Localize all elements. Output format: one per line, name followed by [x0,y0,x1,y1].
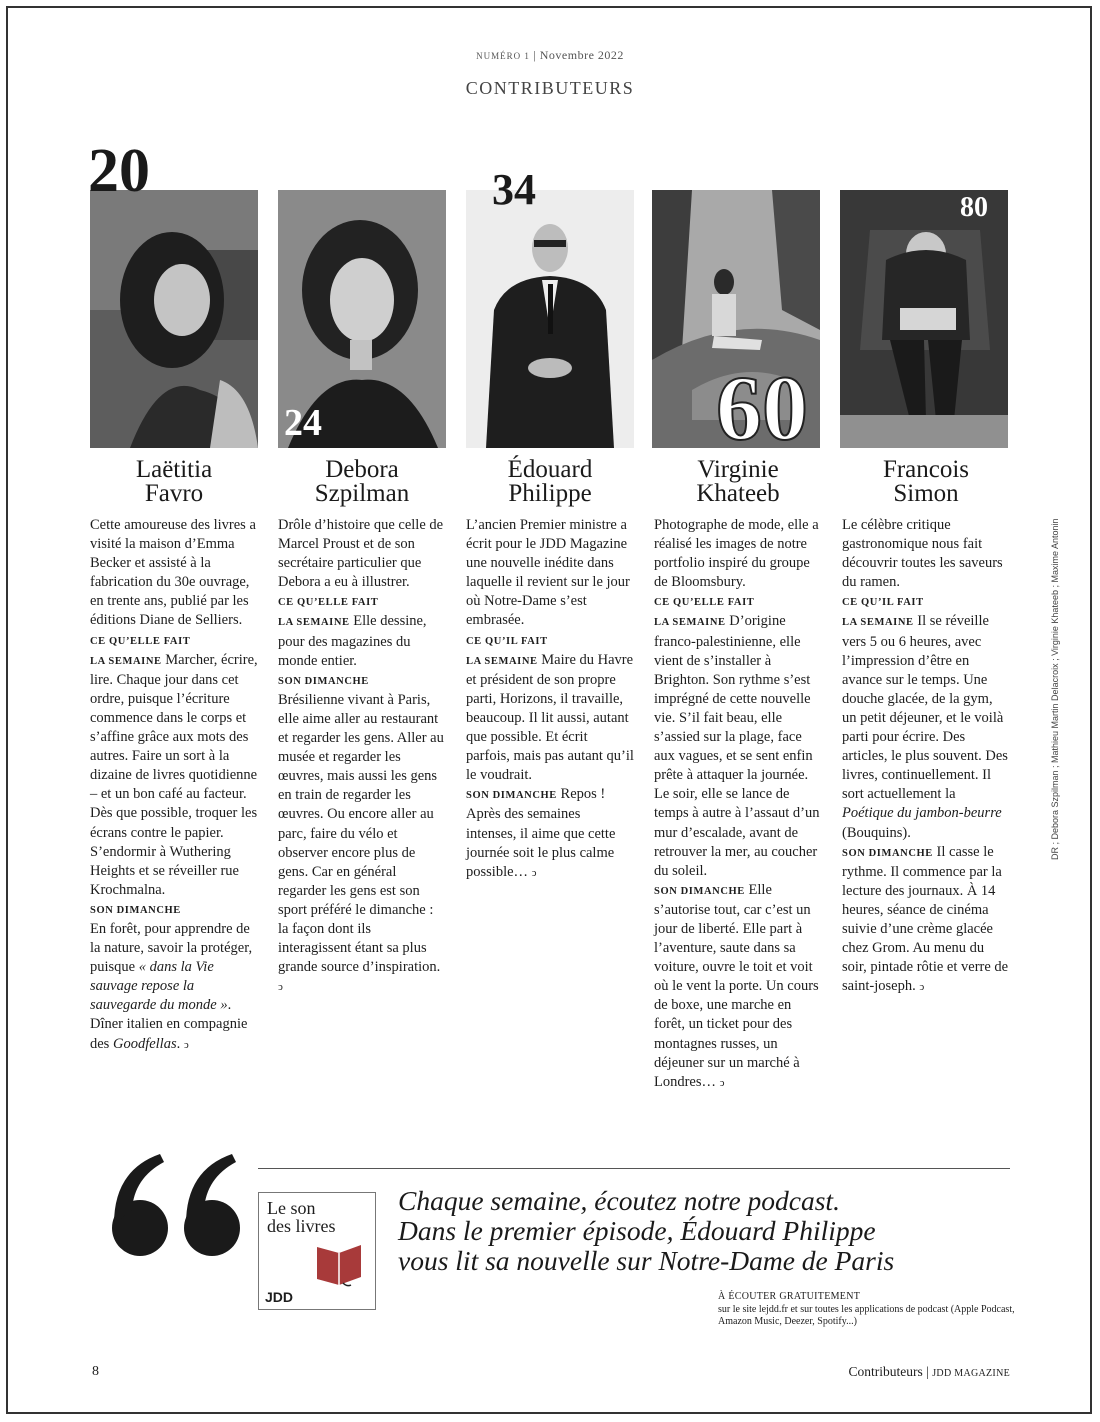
sunday-text: Elle s’autorise tout, car c’est un jour de liberté. Elle part à l’aventure, saute dans sa voiture, ouvre le toit et voit où le vent la porte. Un cours de boxe, une marche en forêt, un ticket pour des montagnes russes, un déjeuner sur un marché à Londres… [654,881,819,1090]
footer-magazine: JDD MAGAZINE [932,1368,1010,1379]
week-text: Maire du Havre et président de son propre parti, Horizons, il travaille, beaucoup. Il lit aussi, autant que possible. Et écrit parfois, mais pas autant qu’il le voudrait. [466,651,634,784]
bio-column-szpilman [278,516,446,997]
bio-intro: Le célèbre critique gastronomique nous fait découvrir toutes les saveurs du ramen. [842,517,1003,591]
bio-column-khateeb [654,516,822,1093]
contributor-name-szpilman [278,458,446,506]
podcast-logo [258,1192,376,1310]
listen-details: sur le site lejdd.fr et sur toutes les applications de podcast (Apple Podcast, Amazon Music, Deezer, Spotify...) [718,1304,1015,1327]
page-number-80: 80 [960,192,988,223]
podcast-promo [398,1186,1038,1276]
sunday-text-a: En forêt, pour apprendre de la nature, savoir la protéger, puisque [90,920,253,976]
bio-intro: L’ancien Premier ministre a écrit pour le JDD Magazine une nouvelle inédite dans laquelle il revient sur le jour où Notre-Dame s’est embrasée. [466,517,630,629]
end-mark-icon: ↄ [183,1038,189,1051]
podcast-promo-line3: vous lit sa nouvelle sur Notre-Dame de Paris [398,1245,895,1276]
photo-francois-simon [840,190,1008,448]
podcast-logo-line1: Le son [267,1198,316,1218]
issue-number: NUMÉRO 1 [476,51,530,61]
listen-heading: À ÉCOUTER GRATUITEMENT [718,1291,861,1302]
week-text: Elle dessine, pour des magazines du monde entier. [278,613,427,669]
sunday-text: Brésilienne vivant à Paris, elle aime aller au restaurant et regarder les gens. Aller au musée et regarder les œuvres, mais aussi les gens en train de regarder les œuvres. Ou encore aller au parc, faire du vélo et observer encore plus de gens. Car en général regarder les gens est son sport préféré le dimanche : la façon dont ils interagissent étant sa plus grande source d’inspiration. [278,691,444,976]
section-title: CONTRIBUTEURS [465,78,635,98]
label-what: CE QU’IL FAIT [466,635,548,647]
last-name: Szpilman [314,480,410,507]
label-sunday: SON DIMANCHE [654,885,745,897]
label-week: LA SEMAINE [842,617,914,629]
film-title: Goodfellas [112,1035,177,1052]
sunday-text: Il casse le rythme. Il commence par la lecture des journaux. À 14 heures, séance de cinéma suivie d’une crème glacée chez Grom. Au menu du soir, pintade rôtie et verre de saint-joseph. [842,843,1009,995]
label-week: LA SEMAINE [278,617,350,629]
photo-credits: DR ; Debora Szpilman ; Mathieu Martin Delacroix ; Virginie Khateeb ; Maxime Antonin [1050,518,1060,860]
label-week: LA SEMAINE [466,655,538,667]
first-name: Francois [882,456,970,483]
label-what: CE QU’IL FAIT [842,597,924,609]
issue-date: Novembre 2022 [539,48,624,62]
bio-intro: Cette amoureuse des livres a visité la maison d’Emma Becker et assisté à la fabrication du 30e ouvrage, en trente ans, publié par les éditions Diane de Selliers. [90,517,256,629]
end-mark-icon: ↄ [919,981,925,994]
first-name: Laëtitia [135,456,213,483]
bio-intro: Photographe de mode, elle a réalisé les images de notre portfolio inspiré du groupe de Bloomsbury. [654,517,819,591]
label-sunday: SON DIMANCHE [278,675,369,687]
end-mark-icon: ↄ [719,1076,725,1089]
issue-separator: | [533,48,537,62]
week-text-a: Il se réveille vers 5 ou 6 heures, avec l’impression d’être en avance sur le temps. Une douche glacée, de la gym, un petit déjeuner, et le voilà parti pour écrire. Des articles, le plus souvent. Des livres, continuellement. Il sort actuellement la [842,613,1008,803]
contributor-name-favro [90,458,258,506]
running-footer [700,1364,1010,1380]
last-name: Favro [144,480,204,507]
contributor-name-philippe [466,458,634,506]
label-sunday: SON DIMANCHE [90,904,181,916]
sunday-text: Repos ! Après des semaines intenses, il aime que cette journée soit le plus calme possible… [466,786,616,880]
podcast-logo-title [267,1199,335,1235]
podcast-promo-line1: Chaque semaine, écoutez notre podcast. [398,1185,840,1216]
contributor-name-simon [842,458,1010,506]
podcast-logo-line2: des livres [267,1216,336,1236]
bio-column-simon [842,516,1010,997]
bio-column-philippe [466,516,634,883]
photo-laetitia-favro [90,190,258,448]
last-name: Khateeb [696,480,780,507]
page-number-60: 60 [716,357,808,459]
book-title: Poétique du jambon-beurre [842,805,1002,822]
first-name: Virginie [697,456,779,483]
footer-separator: | [926,1364,929,1379]
label-sunday: SON DIMANCHE [466,790,557,802]
bio-intro: Drôle d’histoire que celle de Marcel Proust et de son secrétaire particulier que Debora a eu à illustrer. [278,517,444,591]
end-mark-icon: ↄ [278,981,283,994]
page-number-24: 24 [284,402,322,444]
last-name: Simon [893,480,959,507]
label-week: LA SEMAINE [90,655,162,667]
sunday-text-b: . Dîner italien en compagnie des [90,997,248,1052]
first-name: Debora [325,456,399,483]
week-text: D’origine franco-palestinienne, elle vient de s’installer à Brighton. Son rythme s’est imprégné de cette nouvelle vie. S’il fait beau, elle s’assied sur la plage, face aux vagues, et se sent enfin prête à attaquer la journée. Le soir, elle se lance de temps à autre à l’assaut d’un mur d’escalade, avant de retrouver la mer, au coucher du soleil. [654,613,820,879]
quote-mark-icon [100,1150,250,1260]
page-number: 8 [92,1364,99,1379]
first-name: Édouard [507,456,593,483]
label-what: CE QU’ELLE FAIT [278,597,379,609]
podcast-promo-line2: Dans le premier épisode, Édouard Philippe [398,1215,876,1246]
bio-column-favro [90,516,258,1055]
divider-rule [258,1168,1010,1169]
podcast-brand: JDD [265,1289,294,1305]
sunday-quote: « dans la Vie sauvage repose la sauvegarde du monde » [90,959,228,1014]
page-number-20: 20 [88,137,150,205]
photo-edouard-philippe [466,190,634,448]
book-icon [313,1239,367,1289]
end-mark-icon: ↄ [531,866,537,879]
sunday-text-c: . [176,1035,181,1052]
label-sunday: SON DIMANCHE [842,847,933,859]
label-what: CE QU’ELLE FAIT [654,597,755,609]
label-what: CE QU’ELLE FAIT [90,635,191,647]
week-text-b: (Bouquins). [842,824,911,841]
week-text: Marcher, écrire, lire. Chaque jour dans cet ordre, puisque l’écriture commence dans le corps et s’affine grâce aux mots des autres. Faire un sort à la dizaine de livres quotidienne – et un bon café au facteur. Dès que possible, troquer les écrans contre le papier. S’endormir à Wuthering Heights et se réveiller rue Krochmalna. [90,651,258,898]
footer-section: Contributeurs [848,1364,923,1379]
last-name: Philippe [508,480,592,507]
page-number-34: 34 [492,165,536,214]
issue-line [0,48,1100,63]
contributor-name-khateeb [654,458,822,506]
label-week: LA SEMAINE [654,617,726,629]
